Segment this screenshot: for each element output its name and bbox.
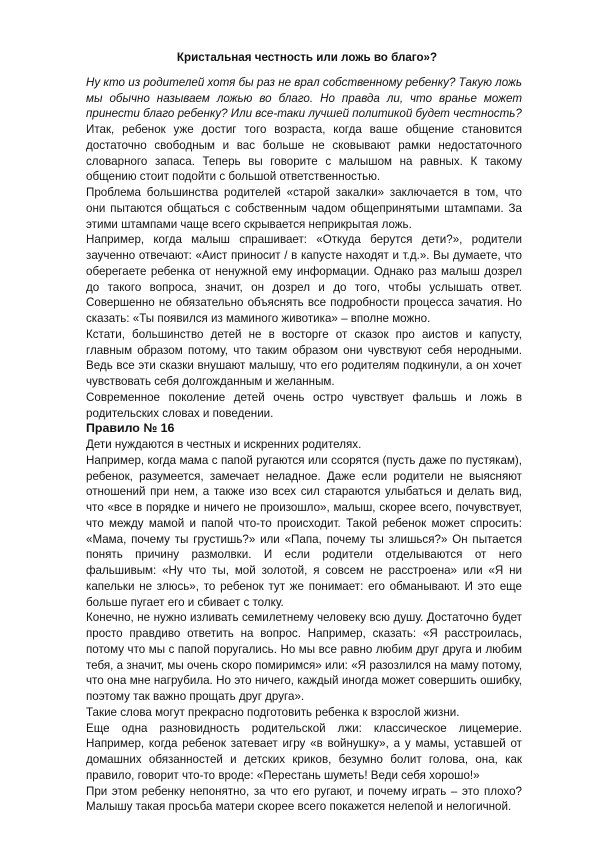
body-paragraph: Современное поколение детей очень остро чувствует фальшь и ложь в родительских словах и поведении. — [86, 390, 522, 420]
body-paragraph: Например, когда малыш спрашивает: «Откуда берутся дети?», родители заученно отвечают: «Аист приносит / в капусте находят и т.д.». Вы думаете, что оберегаете ребенка от ненужной ему информации. Однако раз малыш дозрел до такого вопроса, значит, он дозрел и до того, чтобы услышать ответ. Совершенно не обязательно объяснять все подробности процесса зачатия. Но сказать: «Ты появился из маминого животика» – вполне можно. — [86, 233, 522, 325]
body-paragraph: Конечно, не нужно изливать семилетнему человеку всю душу. Достаточно будет просто правдиво ответить на вопрос. Например, сказать: «Я расстроилась, потому что мы с папой поругались. Но мы все равно любим друг друга и любим тебя, а значит, мы очень скоро помиримся» или: «Я разозлился на маму потому, что она мне нагрубила. Но это ничего, каждый иногда может совершить ошибку, поэтому так важно прощать друг друга». — [86, 611, 522, 703]
document-title: Кристальная честность или ложь во благо»? — [176, 51, 438, 64]
body-paragraph: Еще одна разновидность родительской лжи: классическое лицемерие. Например, когда ребенок затевает игру «в войнушку», а у мамы, уставшей от домашних обязанностей и детских криков, безумно болит голова, она, как правило, говорит что-то вроде: «Перестань шуметь! Веди себя хорошо!» — [86, 721, 522, 782]
body-paragraph: Кстати, большинство детей не в восторге от сказок про аистов и капусту, главным образом потому, что таким образом они чувствуют себя неродными. Ведь все эти сказки внушают малышу, что его родителям подкинули, а он хочет чувствовать себя долгожданным и желанным. — [86, 327, 522, 388]
intro-paragraph: Ну кто из родителей хотя бы раз не врал собственному ребенку? Такую ложь мы обычно называем ложью во благо. Но правда ли, что вранье может принести благо ребенку? Или все-таки лучшей политикой будет честность? — [86, 75, 522, 121]
body-paragraph: Проблема большинства родителей «старой закалки» заключается в том, что они пытаются общаться с собственным чадом общепринятыми штампами. За этими штампами чаще всего скрывается неприкрытая ложь. — [86, 186, 522, 231]
document-page — [86, 50, 522, 815]
section-heading: Правило № 16 — [86, 421, 175, 436]
body-paragraph: Дети нуждаются в честных и искренних родителях. — [86, 438, 362, 451]
body-paragraph: Такие слова могут прекрасно подготовить ребенка к взрослой жизни. — [86, 705, 460, 719]
body-paragraph: При этом ребенку непонятно, за что его ругают, и почему играть – это плохо? Малышу такая просьба матери скорее всего покажется нелепой и нелогичной. — [86, 784, 522, 814]
body-paragraph: Например, когда мама с папой ругаются или ссорятся (пусть даже по пустякам), ребенок, разумеется, замечает неладное. Даже если родители не выясняют отношений при нем, а также изо всех сил стараются улыбаться и делать вид, что «все в порядке и ничего не произошло», малыш, скорее всего, почувствует, что между мамой и папой что-то происходит. Такой ребенок может спросить: «Мама, почему ты грустишь?» или «Папа, почему ты злишься?» Он пытается понять причину размолвки. И если родители отделываются от него фальшивым: «Ну что ты, мой золотой, я совсем не расстроена» или «Я ни капельки не злюсь», то ребенок тут же понимает: его обманывают. И это еще больше пугает его и сбивает с толку. — [86, 453, 522, 609]
body-paragraph: Итак, ребенок уже достиг того возраста, когда ваше общение становится достаточно свободным и вас больше не сковывают рамки недостаточного словарного запаса. Теперь вы говорите с малышом на равных. К такому общению стоит подойти с большой ответственностью. — [86, 123, 522, 184]
